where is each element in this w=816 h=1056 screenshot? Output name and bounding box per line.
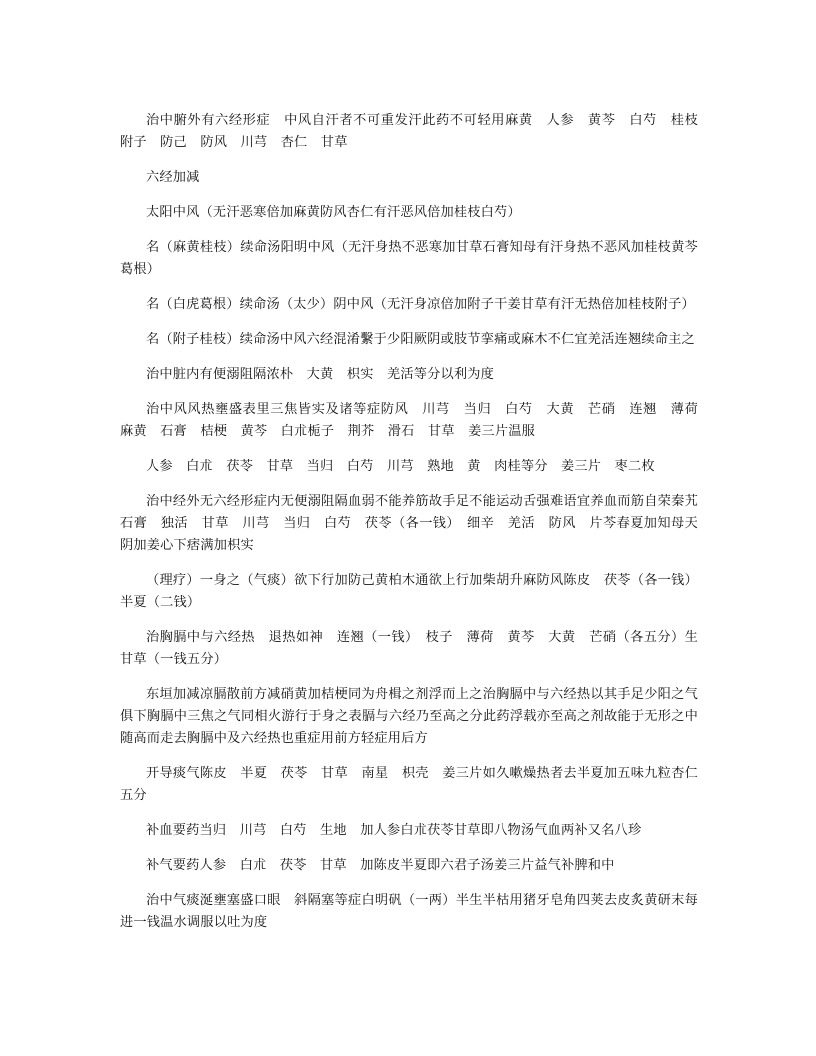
paragraph-2: 六经加减 xyxy=(146,170,200,185)
paragraph-17: 治中气痰涎壅塞盛口眼 斜隔塞等症白明矾（一两）半生半枯用猪牙皂角四荚去皮炙黄研末每进一钱温水调服以吐为度 xyxy=(120,893,698,930)
paragraph-3: 太阳中风（无汗恶寒倍加麻黄防风杏仁有汗恶风倍加桂枝白芍） xyxy=(146,205,521,220)
paragraph-13: 东垣加减凉膈散前方减硝黄加桔梗同为舟楫之剂浮而上之治胸膈中与六经热以其手足少阳之气俱下胸膈中三焦之气同相火游行于身之表膈与六经乃至高之分此药浮载亦至高之剂故能于无形之中随高而走去胸膈中及六经热也重症用前方轻症用后方 xyxy=(120,687,698,746)
document-page xyxy=(120,110,712,947)
paragraph-14: 开导痰气陈皮 半夏 茯苓 甘草 南星 枳壳 姜三片如久嗽燥热者去半夏加五味九粒杏仁五分 xyxy=(120,766,698,803)
paragraph-16: 补气要药人参 白朮 茯苓 甘草 加陈皮半夏即六君子汤姜三片益气补脾和中 xyxy=(146,858,615,873)
paragraph-8: 治中风风热壅盛表里三焦皆实及诸等症防风 川芎 当归 白芍 大黄 芒硝 连翘 薄荷 麻黄 石膏 桔梗 黄芩 白朮栀子 荆芥 滑石 甘草 姜三片温服 xyxy=(120,402,712,439)
paragraph-1: 治中腑外有六经形症 中风自汗者不可重发汗此药不可轻用麻黄 人参 黄芩 白芍 桂枝 附子 防己 防风 川芎 杏仁 甘草 xyxy=(120,113,712,150)
paragraph-9: 人参 白朮 茯苓 甘草 当归 白芍 川芎 熟地 黄 肉桂等分 姜三片 枣二枚 xyxy=(146,459,655,474)
paragraph-4: 名（麻黄桂枝）续命汤阳明中风（无汗身热不恶寒加甘草石膏知母有汗身热不恶风加桂枝黄芩葛根） xyxy=(120,240,698,277)
paragraph-11: （理疗）一身之（气痰）欲下行加防己黄柏木通欲上行加柴胡升麻防风陈皮 茯苓（各一钱）半夏（二钱） xyxy=(120,573,698,610)
paragraph-7: 治中脏内有便溺阻隔浓朴 大黄 枳实 羌活等分以利为度 xyxy=(146,367,495,382)
paragraph-6: 名（附子桂枝）续命汤中风六经混淆繫于少阳厥阴或肢节挛痛或麻木不仁宜羌活连翘续命主之 xyxy=(146,332,695,347)
paragraph-12: 治胸膈中与六经热 退热如神 连翘（一钱） 枝子 薄荷 黄芩 大黄 芒硝（各五分）生甘草（一钱五分） xyxy=(120,630,698,667)
paragraph-10: 治中经外无六经形症内无便溺阻隔血弱不能养筋故手足不能运动舌强难语宜养血而筋自荣秦艽 石膏 独活 甘草 川芎 当归 白芍 茯苓（各一钱） 细辛 羌活 防风 片芩春夏加知母天阴加姜心下痞满加枳实 xyxy=(120,494,712,553)
paragraph-15: 补血要药当归 川芎 白芍 生地 加人参白朮茯苓甘草即八物汤气血两补又名八珍 xyxy=(146,823,642,838)
paragraph-5: 名（白虎葛根）续命汤（太少）阴中风（无汗身凉倍加附子干姜甘草有汗无热倍加桂枝附子） xyxy=(146,297,695,312)
